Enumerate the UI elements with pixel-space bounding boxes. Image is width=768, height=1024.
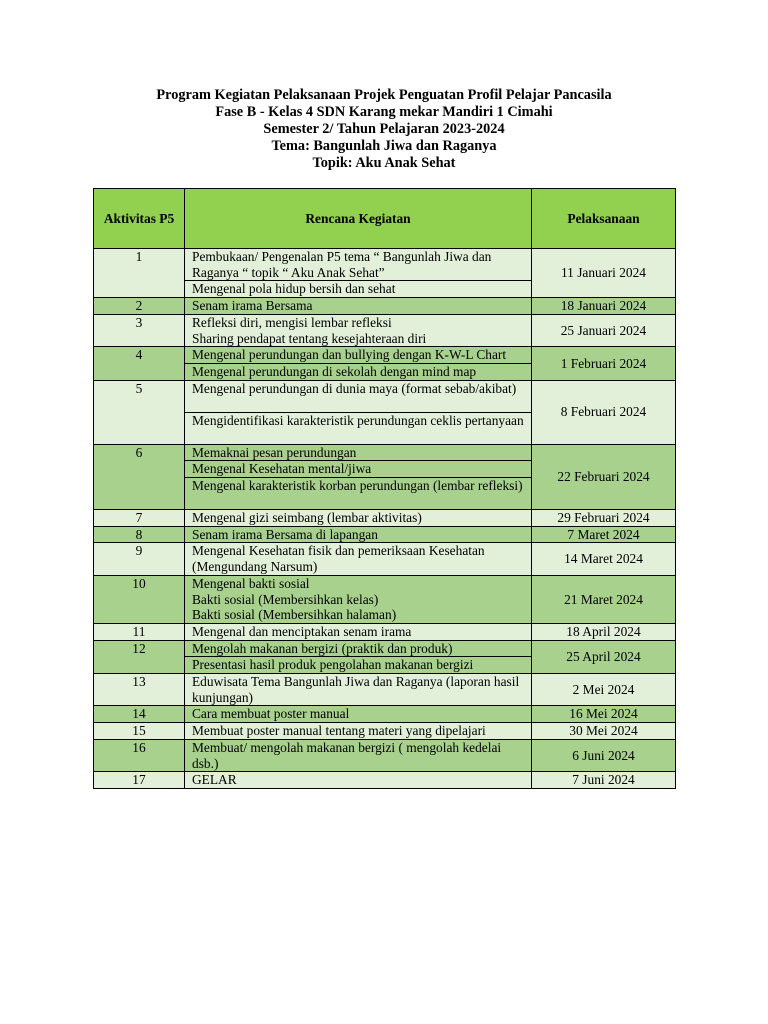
activity-plan-line: Mengenal gizi seimbang (lembar aktivitas)	[192, 510, 422, 526]
table-row	[94, 640, 676, 657]
activity-plan-line: Mengenal karakteristik korban perundungan (lembar refleksi)	[192, 478, 523, 494]
table-row	[94, 674, 676, 706]
activity-plan-line: Membuat poster manual tentang materi yang dipelajari	[192, 723, 486, 739]
activity-plan-line: Bakti sosial (Membersihkan halaman)	[192, 607, 397, 623]
table-row	[94, 772, 676, 789]
implementation-date: 8 Februari 2024	[532, 380, 676, 444]
implementation-date: 16 Mei 2024	[532, 706, 676, 723]
table-row	[94, 249, 676, 281]
activity-plan	[185, 543, 532, 575]
implementation-date: 11 Januari 2024	[532, 249, 676, 298]
activity-plan	[185, 412, 532, 444]
activity-plan-line: Refleksi diri, mengisi lembar refleksi	[192, 314, 392, 330]
table-row	[94, 380, 676, 412]
activity-plan	[185, 347, 532, 364]
heading-theme: Tema: Bangunlah Jiwa dan Raganya	[271, 138, 497, 155]
activity-plan	[185, 281, 532, 298]
activity-number: 4	[94, 347, 185, 380]
implementation-date: 22 Februari 2024	[532, 444, 676, 509]
activity-number: 3	[94, 314, 185, 346]
table-row	[94, 543, 676, 575]
activity-plan-line: Mengenal perundungan di dunia maya (format sebab/akibat)	[192, 380, 517, 396]
heading-semester: Semester 2/ Tahun Pelajaran 2023-2024	[263, 121, 505, 138]
table-row	[94, 510, 676, 527]
activity-number: 12	[94, 640, 185, 673]
activity-number: 7	[94, 510, 185, 527]
activity-plan	[185, 298, 532, 315]
activity-number: 5	[94, 380, 185, 444]
implementation-date: 7 Maret 2024	[532, 526, 676, 543]
activity-plan-line: Eduwisata Tema Bangunlah Jiwa dan Raganya (laporan hasil kunjungan)	[192, 674, 520, 705]
activity-plan	[185, 723, 532, 740]
activity-plan-line: Pembukaan/ Pengenalan P5 tema “ Bangunlah Jiwa dan Raganya “ topik “ Aku Anak Sehat”	[192, 249, 492, 280]
implementation-date: 25 April 2024	[532, 640, 676, 673]
activity-plan-line: Cara membuat poster manual	[192, 706, 350, 722]
activity-plan-line: Mengidentifikasi karakteristik perundungan ceklis pertanyaan	[192, 412, 524, 428]
implementation-date: 25 Januari 2024	[532, 314, 676, 346]
activity-plan-line: Mengolah makanan bergizi (praktik dan produk)	[192, 640, 453, 656]
activity-number: 14	[94, 706, 185, 723]
implementation-date: 2 Mei 2024	[532, 674, 676, 706]
implementation-date: 18 Januari 2024	[532, 298, 676, 315]
activity-plan-line: Mengenal Kesehatan mental/jiwa	[192, 461, 372, 477]
table-row	[94, 623, 676, 640]
heading-phase-class: Fase B - Kelas 4 SDN Karang mekar Mandiri 1 Cimahi	[215, 104, 553, 121]
activity-plan-line: Membuat/ mengolah makanan bergizi ( mengolah kedelai dsb.)	[192, 739, 502, 771]
activity-plan	[185, 674, 532, 706]
activity-plan-line: Senam irama Bersama	[192, 298, 313, 314]
activity-plan-line: Memaknai pesan perundungan	[192, 444, 357, 460]
activity-plan	[185, 772, 532, 789]
activity-number: 1	[94, 249, 185, 298]
implementation-date: 6 Juni 2024	[532, 739, 676, 771]
activity-plan	[185, 314, 532, 346]
header-activity-number: Aktivitas P5	[94, 189, 185, 249]
activity-plan-line: Sharing pendapat tentang kesejahteraan diri	[192, 330, 427, 346]
activity-plan	[185, 575, 532, 623]
activity-plan	[185, 706, 532, 723]
activity-plan	[185, 363, 532, 380]
table-row	[94, 526, 676, 543]
activity-number: 11	[94, 623, 185, 640]
implementation-date: 7 Juni 2024	[532, 772, 676, 789]
activity-number: 2	[94, 298, 185, 315]
activity-plan	[185, 461, 532, 478]
table-row	[94, 706, 676, 723]
activity-number: 17	[94, 772, 185, 789]
activity-number: 16	[94, 739, 185, 771]
activity-plan	[185, 510, 532, 527]
heading-program-title: Program Kegiatan Pelaksanaan Projek Penguatan Profil Pelajar Pancasila	[156, 87, 612, 103]
header-activity-plan: Rencana Kegiatan	[185, 189, 532, 249]
table-row	[94, 347, 676, 364]
activity-plan	[185, 623, 532, 640]
activity-plan-line: Mengenal pola hidup bersih dan sehat	[192, 281, 396, 297]
activity-plan	[185, 444, 532, 461]
table-row	[94, 575, 676, 623]
document-heading	[0, 87, 768, 172]
activity-plan-line: Mengenal Kesehatan fisik dan pemeriksaan Kesehatan (Mengundang Narsum)	[192, 543, 485, 575]
table-row	[94, 314, 676, 346]
activity-plan	[185, 640, 532, 657]
activity-plan	[185, 380, 532, 412]
activity-plan-line: Bakti sosial (Membersihkan kelas)	[192, 591, 379, 607]
implementation-date: 14 Maret 2024	[532, 543, 676, 575]
implementation-date: 30 Mei 2024	[532, 723, 676, 740]
activity-number: 15	[94, 723, 185, 740]
activity-number: 13	[94, 674, 185, 706]
activity-number: 10	[94, 575, 185, 623]
heading-topic: Topik: Aku Anak Sehat	[312, 155, 456, 172]
activity-plan	[185, 478, 532, 510]
activity-plan-line: Mengenal perundungan di sekolah dengan mind map	[192, 363, 477, 379]
activity-plan	[185, 526, 532, 543]
table-row	[94, 723, 676, 740]
schedule-table	[93, 188, 676, 789]
activity-plan-line: Mengenal perundungan dan bullying dengan K-W-L Chart	[192, 347, 507, 363]
activity-plan	[185, 657, 532, 674]
implementation-date: 21 Maret 2024	[532, 575, 676, 623]
activity-number: 9	[94, 543, 185, 575]
activity-plan-line: Presentasi hasil produk pengolahan makanan bergizi	[192, 657, 474, 673]
table-row	[94, 298, 676, 315]
implementation-date: 18 April 2024	[532, 623, 676, 640]
implementation-date: 29 Februari 2024	[532, 510, 676, 527]
table-row	[94, 739, 676, 771]
schedule-body	[94, 249, 676, 789]
table-row	[94, 444, 676, 461]
activity-plan	[185, 249, 532, 281]
activity-number: 6	[94, 444, 185, 509]
activity-number: 8	[94, 526, 185, 543]
activity-plan-line: Senam irama Bersama di lapangan	[192, 526, 378, 542]
header-implementation-date: Pelaksanaan	[532, 189, 676, 249]
activity-plan	[185, 739, 532, 771]
table-header-row	[94, 189, 676, 249]
implementation-date: 1 Februari 2024	[532, 347, 676, 380]
activity-plan-line: Mengenal bakti sosial	[192, 575, 310, 591]
activity-plan-line: GELAR	[192, 772, 237, 788]
activity-plan-line: Mengenal dan menciptakan senam irama	[192, 623, 412, 639]
